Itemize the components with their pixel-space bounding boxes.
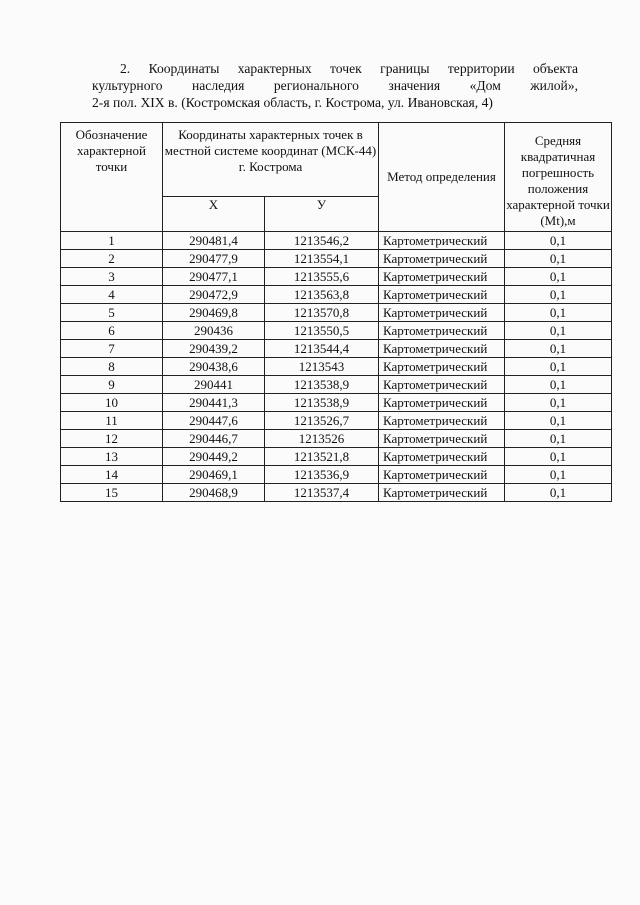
coordinates-table: [60, 122, 612, 502]
y-coordinate-cell: 1213537,4: [265, 484, 379, 502]
y-coordinate-cell: 1213544,4: [265, 340, 379, 358]
table-row: [61, 376, 612, 394]
error-cell: 0,1: [505, 340, 612, 358]
point-number-cell: 7: [61, 340, 163, 358]
y-coordinate-cell: 1213538,9: [265, 376, 379, 394]
point-number-cell: 10: [61, 394, 163, 412]
method-cell: Картометрический: [379, 304, 505, 322]
method-cell: Картометрический: [379, 322, 505, 340]
y-coordinate-cell: 1213555,6: [265, 268, 379, 286]
table-row: [61, 250, 612, 268]
error-cell: 0,1: [505, 484, 612, 502]
error-cell: 0,1: [505, 412, 612, 430]
error-cell: 0,1: [505, 358, 612, 376]
heading-line-2: культурного наследия регионального значения «Дом жилой»,: [92, 78, 578, 93]
table-row: [61, 448, 612, 466]
heading-line-1: 2. Координаты характерных точек границы территории объекта: [120, 61, 578, 76]
heading-line-3: 2-я пол. XIX в. (Костромская область, г. Кострома, ул. Ивановская, 4): [92, 95, 493, 110]
x-coordinate-cell: 290477,1: [163, 268, 265, 286]
method-cell: Картометрический: [379, 232, 505, 250]
error-cell: 0,1: [505, 466, 612, 484]
error-cell: 0,1: [505, 250, 612, 268]
x-coordinate-cell: 290441,3: [163, 394, 265, 412]
header-point-designation: Обозначение характерной точки: [61, 123, 163, 232]
header-mean-square-error: Средняя квадратичная погрешность положения характерной точки (Mt),м: [505, 123, 612, 232]
x-coordinate-cell: 290481,4: [163, 232, 265, 250]
x-coordinate-cell: 290469,1: [163, 466, 265, 484]
error-cell: 0,1: [505, 268, 612, 286]
table-row: [61, 322, 612, 340]
table-row: [61, 394, 612, 412]
x-coordinate-cell: 290436: [163, 322, 265, 340]
method-cell: Картометрический: [379, 394, 505, 412]
header-y: У: [265, 197, 379, 232]
table-row: [61, 466, 612, 484]
y-coordinate-cell: 1213554,1: [265, 250, 379, 268]
method-cell: Картометрический: [379, 340, 505, 358]
error-cell: 0,1: [505, 286, 612, 304]
table-row: [61, 484, 612, 502]
method-cell: Картометрический: [379, 250, 505, 268]
y-coordinate-cell: 1213538,9: [265, 394, 379, 412]
method-cell: Картометрический: [379, 430, 505, 448]
table-row: [61, 232, 612, 250]
error-cell: 0,1: [505, 448, 612, 466]
y-coordinate-cell: 1213570,8: [265, 304, 379, 322]
method-cell: Картометрический: [379, 286, 505, 304]
table-row: [61, 304, 612, 322]
method-cell: Картометрический: [379, 412, 505, 430]
table-row: [61, 430, 612, 448]
method-cell: Картометрический: [379, 484, 505, 502]
x-coordinate-cell: 290439,2: [163, 340, 265, 358]
error-cell: 0,1: [505, 430, 612, 448]
x-coordinate-cell: 290477,9: [163, 250, 265, 268]
y-coordinate-cell: 1213550,5: [265, 322, 379, 340]
error-cell: 0,1: [505, 304, 612, 322]
y-coordinate-cell: 1213521,8: [265, 448, 379, 466]
x-coordinate-cell: 290449,2: [163, 448, 265, 466]
x-coordinate-cell: 290447,6: [163, 412, 265, 430]
point-number-cell: 13: [61, 448, 163, 466]
x-coordinate-cell: 290441: [163, 376, 265, 394]
point-number-cell: 9: [61, 376, 163, 394]
point-number-cell: 1: [61, 232, 163, 250]
point-number-cell: 6: [61, 322, 163, 340]
point-number-cell: 12: [61, 430, 163, 448]
point-number-cell: 5: [61, 304, 163, 322]
y-coordinate-cell: 1213546,2: [265, 232, 379, 250]
point-number-cell: 15: [61, 484, 163, 502]
x-coordinate-cell: 290446,7: [163, 430, 265, 448]
error-cell: 0,1: [505, 376, 612, 394]
table-row: [61, 286, 612, 304]
header-coordinates: Координаты характерных точек в местной системе координат (МСК-44) г. Кострома: [163, 123, 379, 197]
section-heading: [92, 60, 578, 111]
error-cell: 0,1: [505, 322, 612, 340]
point-number-cell: 2: [61, 250, 163, 268]
x-coordinate-cell: 290438,6: [163, 358, 265, 376]
error-cell: 0,1: [505, 232, 612, 250]
point-number-cell: 4: [61, 286, 163, 304]
table-row: [61, 358, 612, 376]
x-coordinate-cell: 290469,8: [163, 304, 265, 322]
point-number-cell: 11: [61, 412, 163, 430]
method-cell: Картометрический: [379, 466, 505, 484]
table-row: [61, 412, 612, 430]
method-cell: Картометрический: [379, 358, 505, 376]
x-coordinate-cell: 290468,9: [163, 484, 265, 502]
method-cell: Картометрический: [379, 268, 505, 286]
y-coordinate-cell: 1213536,9: [265, 466, 379, 484]
y-coordinate-cell: 1213526,7: [265, 412, 379, 430]
y-coordinate-cell: 1213526: [265, 430, 379, 448]
point-number-cell: 14: [61, 466, 163, 484]
point-number-cell: 3: [61, 268, 163, 286]
table-row: [61, 340, 612, 358]
y-coordinate-cell: 1213563,8: [265, 286, 379, 304]
header-x: Х: [163, 197, 265, 232]
error-cell: 0,1: [505, 394, 612, 412]
method-cell: Картометрический: [379, 376, 505, 394]
y-coordinate-cell: 1213543: [265, 358, 379, 376]
point-number-cell: 8: [61, 358, 163, 376]
table-row: [61, 268, 612, 286]
header-method: Метод определения: [379, 123, 505, 232]
x-coordinate-cell: 290472,9: [163, 286, 265, 304]
method-cell: Картометрический: [379, 448, 505, 466]
